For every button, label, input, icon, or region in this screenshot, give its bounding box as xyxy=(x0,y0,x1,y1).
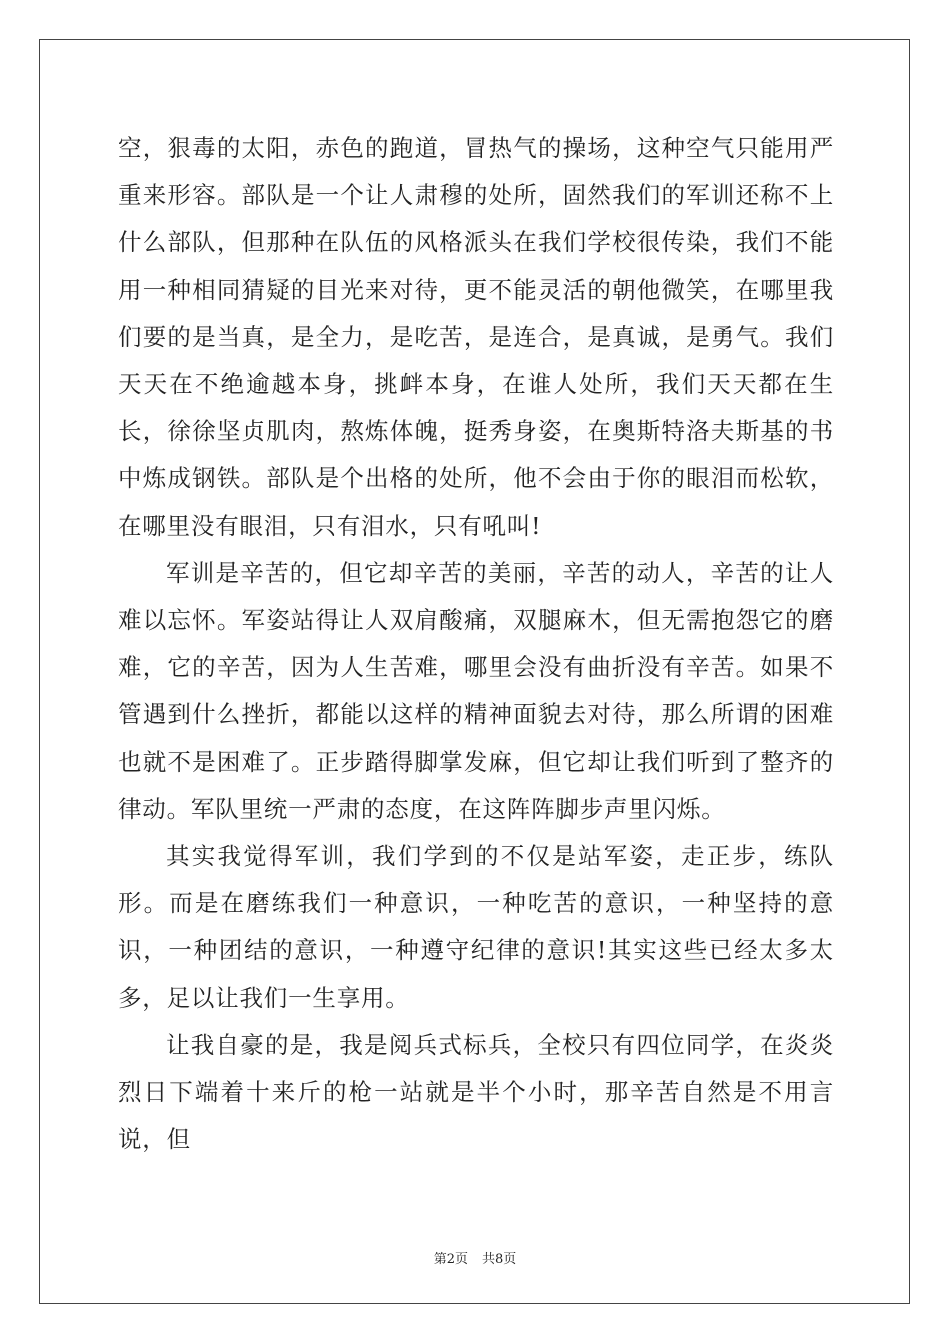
paragraph: 让我自豪的是，我是阅兵式标兵，全校只有四位同学，在炎炎烈日下端着十来斤的枪一站就是半个小时，那辛苦自然是不用言说，但 xyxy=(118,1030,834,1154)
document-body xyxy=(118,125,834,1163)
page-total: 共8页 xyxy=(482,1252,517,1267)
page-number: 第2页 xyxy=(433,1252,468,1267)
paragraph: 其实我觉得军训，我们学到的不仅是站军姿，走正步，练队形。而是在磨练我们一种意识，一种吃苦的意识，一种坚持的意识，一种团结的意识，一种遵守纪律的意识!其实这些已经太多太多，足以让我们一生享用。 xyxy=(118,842,834,1012)
paragraph: 空，狠毒的太阳，赤色的跑道，冒热气的操场，这种空气只能用严重来形容。部队是一个让人肃穆的处所，固然我们的军训还称不上什么部队，但那种在队伍的风格派头在我们学校很传染，我们不能用一种相同猜疑的目光来对待，更不能灵活的朝他微笑，在哪里我们要的是当真，是全力，是吃苦，是连合，是真诚，是勇气。我们天天在不绝逾越本身，挑衅本身，在谁人处所，我们天天都在生长，徐徐坚贞肌肉，熬炼体魄，挺秀身姿，在奥斯特洛夫斯基的书中炼成钢铁。部队是个出格的处所，他不会由于你的眼泪而松软，在哪里没有眼泪，只有泪水，只有吼叫! xyxy=(118,134,834,540)
paragraph: 军训是辛苦的，但它却辛苦的美丽，辛苦的动人，辛苦的让人难以忘怀。军姿站得让人双肩酸痛，双腿麻木，但无需抱怨它的磨难，它的辛苦，因为人生苦难，哪里会没有曲折没有辛苦。如果不管遇到什么挫折，都能以这样的精神面貌去对待，那么所谓的困难也就不是困难了。正步踏得脚掌发麻，但它却让我们听到了整齐的律动。军队里统一严肃的态度，在这阵阵脚步声里闪烁。 xyxy=(118,558,834,823)
page-footer xyxy=(0,1248,950,1267)
